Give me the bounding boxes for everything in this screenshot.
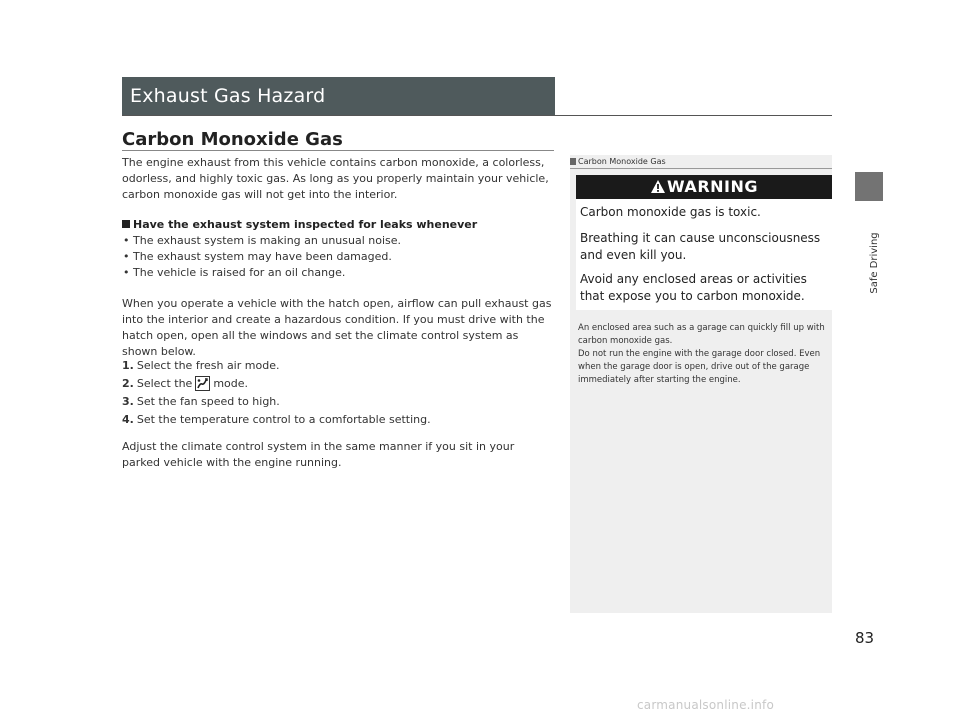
page-number: 83	[855, 629, 875, 647]
sidebar-note-paragraph: An enclosed area such as a garage can quickly fill up with carbon monoxide gas.	[578, 323, 825, 346]
step-item	[122, 376, 552, 394]
step-item	[122, 358, 552, 376]
inspect-heading-text: Have the exhaust system inspected for leaks whenever	[133, 218, 478, 231]
section-title: Carbon Monoxide Gas	[122, 129, 343, 150]
list-item: • The vehicle is raised for an oil change.	[122, 265, 552, 281]
sidebar-heading	[570, 157, 666, 166]
step-text: Set the fan speed to high.	[136, 395, 280, 408]
header-divider	[122, 115, 832, 116]
hatch-paragraph: When you operate a vehicle with the hatch open, airflow can pull exhaust gas into the interior and create a hazardous condition. If you must drive with the hatch open, open all the windows and set the climate control system as shown below.	[122, 297, 552, 358]
reference-marker-icon	[570, 158, 576, 165]
chapter-title: Exhaust Gas Hazard	[130, 85, 326, 107]
square-bullet-icon	[122, 220, 130, 228]
inspection-bullets	[122, 233, 552, 281]
warning-triangle-icon	[650, 179, 666, 194]
sidebar-divider	[570, 168, 832, 169]
chapter-header-bar	[122, 77, 555, 115]
side-tab-label: Safe Driving	[869, 232, 880, 294]
adjust-paragraph: Adjust the climate control system in the same manner if you sit in your parked vehicle with the engine running.	[122, 440, 515, 469]
step-text: Set the temperature control to a comfortable setting.	[136, 413, 431, 426]
inspect-heading	[122, 217, 552, 233]
section-divider	[122, 150, 554, 151]
sidebar-heading-text: Carbon Monoxide Gas	[578, 157, 666, 166]
step-number: 4.	[122, 413, 134, 426]
warning-line: Avoid any enclosed areas or activities that expose you to carbon monoxide.	[580, 272, 807, 303]
list-item: • The exhaust system may have been damaged.	[122, 249, 552, 265]
step-text-pre: Select the	[136, 377, 193, 390]
step-number: 3.	[122, 395, 134, 408]
sidebar-note-paragraph: Do not run the engine with the garage door closed. Even when the garage door is open, drive out of the garage immediately after starting the engine.	[578, 349, 821, 385]
step-text-post: mode.	[213, 377, 249, 390]
step-item	[122, 412, 552, 430]
vent-mode-icon	[195, 376, 210, 391]
step-number: 2.	[122, 377, 134, 390]
intro-paragraph: The engine exhaust from this vehicle contains carbon monoxide, a colorless, odorless, and highly toxic gas. As long as you properly maintain your vehicle, carbon monoxide gas will not get into the interior.	[122, 156, 549, 201]
step-item	[122, 394, 552, 412]
side-tab-marker	[855, 172, 883, 201]
step-number: 1.	[122, 359, 134, 372]
warning-label: WARNING	[667, 177, 758, 196]
warning-box	[576, 175, 832, 310]
list-item: • The exhaust system is making an unusual noise.	[122, 233, 552, 249]
climate-steps	[122, 358, 552, 430]
warning-line: Carbon monoxide gas is toxic.	[580, 205, 761, 219]
warning-line: Breathing it can cause unconsciousness and even kill you.	[580, 231, 821, 262]
warning-header	[576, 175, 832, 199]
watermark: carmanualsonline.info	[637, 698, 774, 712]
step-text: Select the fresh air mode.	[136, 359, 280, 372]
sidebar-note	[578, 322, 828, 387]
